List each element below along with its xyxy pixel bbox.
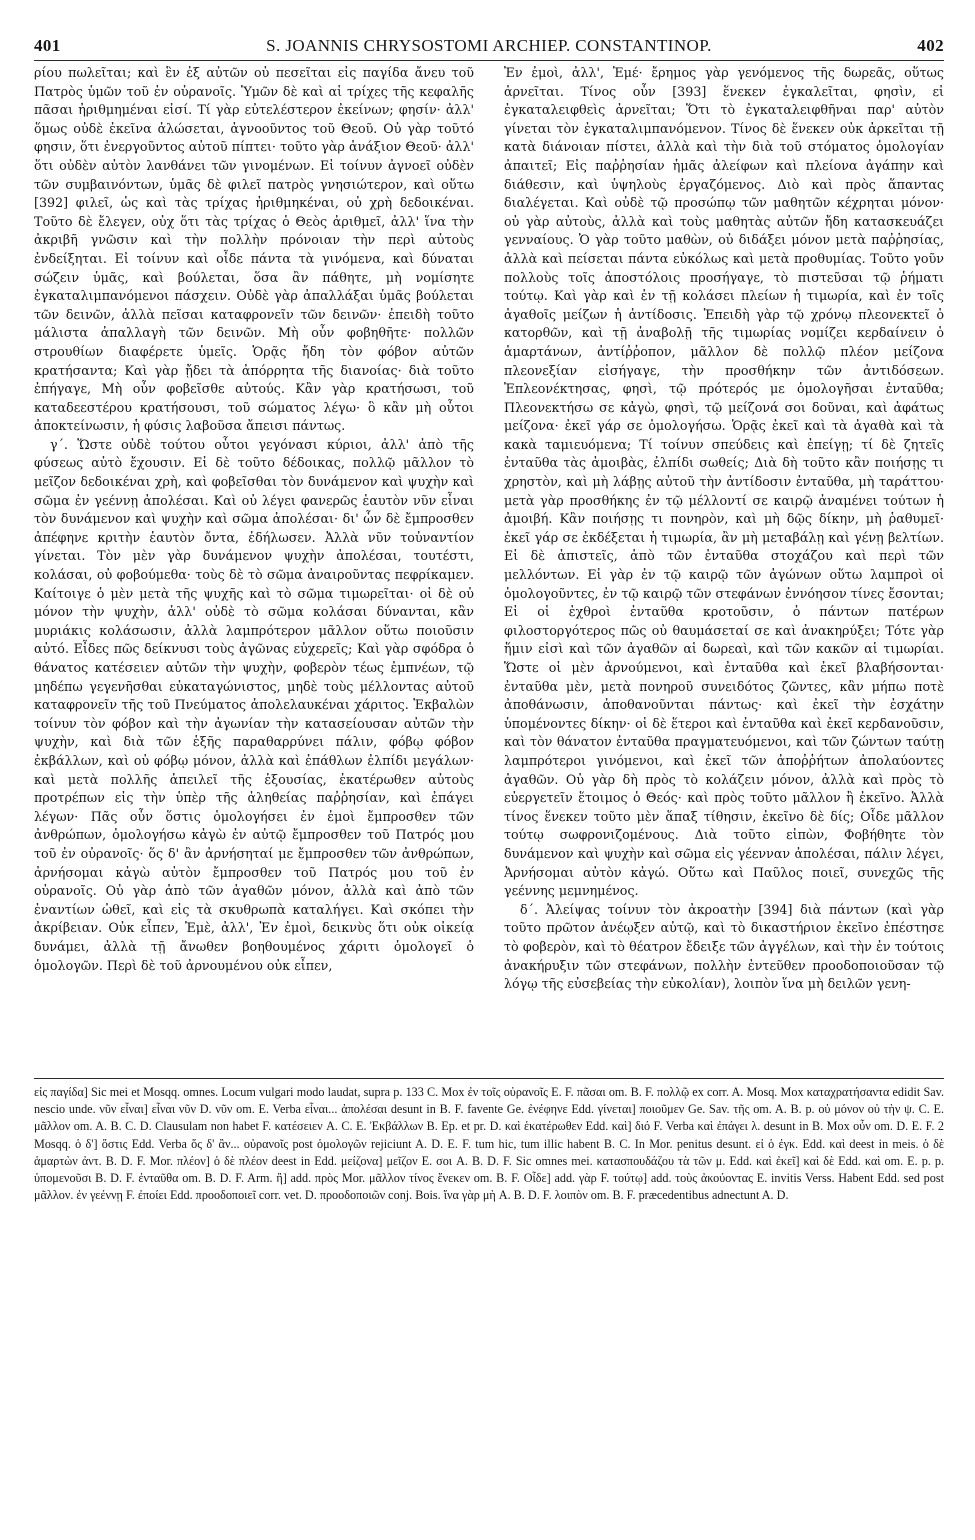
- page-number-left: 401: [34, 36, 61, 55]
- paragraph: ρίου πωλεῖται; καὶ ἓν ἐξ αὐτῶν οὐ πεσεῖται εἰς παγίδα ἄνευ τοῦ Πατρὸς ὑμῶν τοῦ ἐν οὐρανοῖς. Ὑμῶν δὲ καὶ αἱ τρίχες τῆς κεφαλῆς πᾶσαι ἠριθμημέναι εἰσί. Τί γὰρ εὐτελέστερον ἐκείνων; φησίν· ἀλλ' ὅμως οὐδὲ ἐκεῖνα ἁλώσεται, ἀγνοοῦντος τοῦ Θεοῦ. Οὐ γὰρ τοῦτό φησιν, ὅτι ἐνεργοῦντος αὐτοῦ πίπτει· τοῦτο γὰρ ἀνάξιον Θεοῦ· ἀλλ' ὅτι οὐδὲν αὐτὸν λανθάνει τῶν γινομένων. Εἰ τοίνυν ἀγνοεῖ οὐδὲν τῶν συμβαινόντων, ὑμᾶς δὲ φιλεῖ πατρὸς γνησιώτερον, καὶ οὕτω [392] φιλεῖ, ὡς καὶ τὰς τρίχας ἠριθμηκέναι, οὐ χρὴ δεδοικέναι. Τοῦτο δὲ ἔλεγεν, οὐχ ὅτι τὰς τρίχας ὁ Θεὸς ἀριθμεῖ, ἀλλ' ἵνα τὴν ἀκριβῆ γνῶσιν καὶ τὴν πολλὴν πρόνοιαν τὴν περὶ αὐτοὺς ἐνδείξηται. Εἰ τοίνυν καὶ οἶδε πάντα τὰ γινόμενα, καὶ δύναται σώζειν ὑμᾶς, καὶ βούλεται, ὅσα ἂν πάθητε, μὴ νομίσητε ἐγκαταλιμπανόμενοι πάσχειν. Οὐδὲ γὰρ ἀπαλλάξαι ὑμᾶς βούλεται τῶν δεινῶν, ἀλλὰ πεῖσαι καταφρονεῖν τῶν δεινῶν· ἐπειδὴ τοῦτο μάλιστα ἀπαλλαγὴ τῶν δεινῶν. Μὴ οὖν φοβηθῆτε· πολλῶν στρουθίων διαφέρετε ὑμεῖς. Ὁρᾷς ἤδη τὸν φόβον αὐτῶν κρατήσαντα; Καὶ γὰρ ᾔδει τὰ ἀπόρρητα τῆς διανοίας· διὰ τοῦτο ἐπήγαγε, Μὴ οὖν φοβεῖσθε αὐτούς. Κἂν γὰρ κρατήσωσι, τοῦ καταδεεστέρου κρατήσουσι, τοῦ σώματος λέγω· ὃ κἂν μὴ οὗτοι ἀποκτείνωσιν, ἡ φύσις λαβοῦσα ἄπεισι πάντως.: [34, 65, 474, 434]
- left-column: [34, 64, 474, 1072]
- book-page: [34, 0, 944, 1540]
- right-column: [504, 64, 944, 1072]
- footnotes: [34, 1084, 944, 1504]
- footnote-text: εἰς παγίδα] Sic mei et Mosqq. omnes. Locum vulgari modo laudat, supra p. 133 C. Mox ἐν τοῖς οὐρανοῖς E. F. πᾶσαι om. B. F. πολλῷ ex corr. A. Mosq. Mox καταχρατήσαντα edidit Sav. nescio unde. νῦν εἶναι] εἶναι νῦν D. νῦν om. E. Verba εἶναι... ἀπολέσαι desunt in B. F. favente Ge. ἐνέφηνε Edd. γίνεται] ποιοῦμεν Ge. Sav. τῆς om. A. B. p. οὐ μόνον οὐ τὴν ψ. C. E. μᾶλλον om. A. B. C. D. Clausulam non habet F. κατέσειεν A. C. E. Ἐκβάλλων B. Ep. et pr. D. καὶ ἑκατέρωθεν Edd. καὶ] διό F. Verba καὶ ἐπάγει λ. desunt in B. Mox οὖν om. D. E. F. 2 Mosqq. ὁ δ'] ὅστις Edd. Verba ὅς δ' ἂν... οὐρανοῖς post ὁμολογῶν rejiciunt A. D. E. F. tum hic, tum illic habent B. C. In Mor. penitus desunt. εἰ ὁ ἐγκ. Edd. καὶ deest in meis. ὁ δὲ ἁμαρτὼν ἀντ. B. D. F. Mor. πλέον] ὁ δὲ πλέον deest in Edd. μείζονα] μεῖζον E. σοι A. B. D. F. Sic omnes mei. κατασπουδάζου τὰ τῶν μ. Edd. καὶ ἐκεῖ] καὶ δὲ Edd. καὶ om. E. p. p. ὑπομενοῦσι B. D. F. ἐνταῦθα om. B. D. F. Arm. ἢ] add. πρὸς Mor. μᾶλλον τίνος ἕνεκεν om. B. F. Οἶδε] add. γὰρ F. τούτῳ] add. τοὺς ἀκούοντας E. invitis Verss. Habent Edd. sed post μᾶλλον. ἐν γεέννῃ F. ἐποίει Edd. προοδοποιεῖ corr. vet. D. προοδοποιῶν conj. Bois. ἵνα γὰρ μὴ A. B. D. F. λοιπὸν om. B. F. præcedentibus adnectunt A. D.: [34, 1085, 944, 1203]
- paragraph: δ΄. Ἀλείψας τοίνυν τὸν ἀκροατὴν [394] διὰ πάντων (καὶ γὰρ τοῦτο πρῶτον ἀνέῳξεν αὐτῷ, καὶ τὸ δικαστήριον ἐκεῖνο ἐπέστησε τὸ φοβερὸν, καὶ τὸ θέατρον ἔδειξε τῶν ἀγγέλων, καὶ τὴν ἐν τούτοις ἀνακήρυξιν τῶν στεφάνων, πολλὴν ἐντεῦθεν προοδοποιοῦσαν τῷ λόγῳ τῆς εὐσεβείας τὴν εὐκολίαν), λοιπὸν ἵνα μὴ δειλῶν γενη-: [504, 901, 944, 992]
- running-header: [34, 34, 944, 61]
- footnote-divider: [34, 1078, 944, 1079]
- running-title: S. JOANNIS CHRYSOSTOMI ARCHIEP. CONSTANTINOP.: [266, 36, 712, 55]
- page-number-right: 402: [917, 36, 944, 55]
- text-columns: [34, 64, 944, 1072]
- paragraph: Ἐν ἐμοὶ, ἀλλ', Ἐμέ· ἔρημος γὰρ γενόμενος τῆς δωρεᾶς, οὕτως ἀρνεῖται. Τίνος οὖν [393] ἕνεκεν ἐγκαλεῖται, φησὶν, εἰ ἐγκαταλειφθεὶς ἀρνεῖται; Ὅτι τὸ ἐγκαταλειφθῆναι παρ' αὐτὸν γίνεται τὸν ἐγκαταλιμπανόμενον. Τίνος δὲ ἕνεκεν οὐκ ἀρκεῖται τῇ κατὰ διάνοιαν πίστει, ἀλλὰ καὶ τὴν διὰ τοῦ στόματος ὁμολογίαν ἀπαιτεῖ; Εἰς παῤῥησίαν ἡμᾶς ἀλείφων καὶ πλείονα ἀγάπην καὶ διάθεσιν, καὶ ὑψηλοὺς ἐργαζόμενος. Διὸ καὶ πρὸς ἅπαντας διαλέγεται. Καὶ οὐδὲ τῷ προσώπῳ τῶν μαθητῶν κέχρηται μόνον· οὐ γὰρ αὐτοὺς, ἀλλὰ καὶ τοὺς μαθητὰς αὐτῶν ἤδη κατασκευάζει γενναίους. Ὁ γὰρ τοῦτο μαθὼν, οὐ διδάξει μόνον μετὰ παῤῥησίας, ἀλλὰ καὶ πείσεται πάντα εὐκόλως καὶ μετὰ προθυμίας. Τοῦτο γοῦν πολλοὺς τοῖς ἀποστόλοις προσήγαγε, τὸ πιστεῦσαι τῷ ῥήματι τούτῳ. Καὶ γὰρ καὶ ἐν τῇ κολάσει πλείων ἡ τιμωρία, καὶ ἐν τοῖς ἀγαθοῖς μείζων ἡ ἀντίδοσις. Ἐπειδὴ γὰρ τῷ χρόνῳ πλεονεκτεῖ ὁ κατορθῶν, καὶ τῇ ἀναβολῇ τῆς τιμωρίας νομίζει κερδαίνειν ὁ ἁμαρτάνων, ἀντίῤῥοπον, μᾶλλον δὲ πολλῷ πλέον μείζονα πλεονεξίαν εἰσήγαγε, τὴν προσθήκην τῶν ἀντιδόσεων. Ἐπλεονέκτησας, φησὶ, τῷ πρότερός με ὁμολογῆσαι ἐνταῦθα; Πλεονεκτήσω σε κἀγὼ, φησὶ, τῷ μείζονά σοι δοῦναι, καὶ ἀφάτως μείζονα· ἐκεῖ γάρ σε ὁμολογήσω. Ὁρᾷς ἐκεῖ καὶ τὰ ἀγαθὰ καὶ τὰ κακὰ ταμιευόμενα; Τί τοίνυν σπεύδεις καὶ ἐπείγῃ; τί δὲ ζητεῖς ἐνταῦθα τὰς ἀμοιβὰς, ἐλπίδι σωθείς; Διὰ δὴ τοῦτο κἂν ποιήσῃς τι χρηστὸν, καὶ μὴ λάβῃς αὐτοῦ τὴν ἀντίδοσιν ἐνταῦθα, μὴ ταράττου· μετὰ γὰρ προσθήκης ἐν τῷ μέλλοντί σε καιρῷ ἀναμένει τούτων ἡ ἀμοιβή. Κἂν ποιήσῃς τι πονηρὸν, καὶ μὴ δῷς δίκην, μὴ ῥαθυμεῖ· ἐκεῖ γάρ σε ἐκδέξεται ἡ τιμωρία, ἂν μὴ μεταβάλῃ καὶ γένῃ βελτίων. Εἰ δὲ ἀπιστεῖς, ἀπὸ τῶν ἐνταῦθα στοχάζου καὶ περὶ τῶν μελλόντων. Εἰ γὰρ ἐν τῷ καιρῷ τῶν ἀγώνων οὕτω λαμπροὶ οἱ ὁμολογοῦντες, ἐν τῷ καιρῷ τῶν στεφάνων ἐννόησον τίνες ἔσονται; Εἰ οἱ ἐχθροὶ ἐνταῦθα κροτοῦσιν, ὁ πάντων πατέρων φιλοστοργότερος πῶς οὐ θαυμάσεταί σε καὶ ἀνακηρύξει; Τότε γὰρ ἥμιν εἰσὶ καὶ τῶν ἀγαθῶν αἱ δωρεαὶ, καὶ τῶν κακῶν αἱ τιμωρίαι. Ὥστε οἱ μὲν ἀρνούμενοι, καὶ ἐνταῦθα καὶ ἐκεῖ βλαβήσονται· ἐνταῦθα μὲν, μετὰ πονηροῦ συνειδότος ζῶντες, κἂν μήπω ποτὲ ἀποθάνωσιν, ἀποθανοῦνται πάντως· καὶ ἐκεῖ τὴν ἐσχάτην ὑπομένοντες δίκην· οἱ δὲ ἕτεροι καὶ ἐνταῦθα καὶ ἐκεῖ κερδανοῦσιν, καὶ τὸν θάνατον ἐνταῦθα πραγματευόμενοι, καὶ τῶν ζώντων ταύτῃ λαμπρότεροι γινόμενοι, καὶ ἐκεῖ τῶν ἀποῤῥήτων ἀπολαύοντες ἀγαθῶν. Οὐ γὰρ δὴ πρὸς τὸ κολάζειν μόνον, ἀλλὰ καὶ πρὸς τὸ εὐεργετεῖν ἕτοιμος ὁ Θεός· καὶ πρὸς τοῦτο μᾶλλον ἢ ἐκεῖνο. Ἀλλὰ τίνος ἕνεκεν τοῦτο μὲν ἅπαξ τίθησιν, ἐκεῖνο δὲ δίς; Οἶδε μᾶλλον τούτῳ σωφρονιζομένους. Διὰ τοῦτο εἰπὼν, Φοβήθητε τὸν δυνάμενον καὶ ψυχὴν καὶ σῶμα εἰς γέενναν ἀπολέσαι, πάλιν λέγει, Ἀρνήσομαι αὐτὸν κἀγώ. Οὕτω καὶ Παῦλος ποιεῖ, συνεχῶς τῆς γεέννης μεμνημένος.: [504, 65, 944, 899]
- paragraph: γ΄. Ὥστε οὐδὲ τούτου οὗτοι γεγόνασι κύριοι, ἀλλ' ἀπὸ τῆς φύσεως αὐτὸ ἔχουσιν. Εἰ δὲ τοῦτο δέδοικας, πολλῷ μᾶλλον τὸ μεῖζον δεδοικέναι χρὴ, καὶ φοβεῖσθαι τὸν δυνάμενον καὶ ψυχὴν καὶ σῶμα ἐν γεέννῃ ἀπολέσαι. Καὶ οὐ λέγει φανερῶς ἑαυτὸν νῦν εἶναι τὸν δυνάμενον καὶ ψυχὴν καὶ σῶμα ἀπολέσαι· δι' ὧν δὲ ἔμπροσθεν ἀπέφηνε κριτὴν ἑαυτὸν ὄντα, ἐδήλωσεν. Ἀλλὰ νῦν τοὐναντίον γίνεται. Τὸν μὲν γὰρ δυνάμενον ψυχὴν ἀπολέσαι, τουτέστι, κολάσαι, οὐ φοβούμεθα· τοὺς δὲ τὸ σῶμα ἀναιροῦντας πεφρίκαμεν. Καίτοιγε ὁ μὲν μετὰ τῆς ψυχῆς καὶ τὸ σῶμα τιμωρεῖται· οἱ δὲ οὐ μόνον τὴν ψυχὴν, ἀλλ' οὐδὲ τὸ σῶμα κολάσαι δύνανται, κἂν μυριάκις κολάσωσιν, ἀλλὰ λαμπρότερον μᾶλλον οὕτω ποιοῦσιν αὐτό. Εἶδες πῶς δείκνυσι τοὺς ἀγῶνας εὐχερεῖς; Καὶ γὰρ σφόδρα ὁ θάνατος κατέσειεν αὐτῶν τὴν ψυχὴν, φοβερὸν τέως ἐμπνέων, τῷ μηδέπω γεγενῆσθαι εὐκαταγώνιστος, μηδὲ τοὺς μέλλοντας αὐτοῦ καταφρονεῖν τῆς τοῦ Πνεύματος ἀπολελαυκέναι χάριτος. Ἐκβαλὼν τοίνυν τὸν φόβον καὶ τὴν ἀγωνίαν τὴν κατασείουσαν αὐτῶν τὴν ψυχὴν, καὶ διὰ τῶν ἑξῆς παραθαρρύνει πάλιν, φόβῳ φόβον ἐκβάλλων, καὶ οὐ φόβῳ μόνον, ἀλλὰ καὶ ἐπάθλων ἐλπίδι μεγάλων· καὶ μετὰ πολλῆς ἀπειλεῖ τῆς ἐξουσίας, ἑκατέρωθεν αὐτοὺς προτρέπων εἰς τὴν ὑπὲρ τῆς ἀληθείας παῤῥησίαν, καὶ ἐπάγει λέγων· Πᾶς οὖν ὅστις ὁμολογήσει ἐν ἐμοὶ ἔμπροσθεν τῶν ἀνθρώπων, ὁμολογήσω κἀγὼ ἐν αὐτῷ ἔμπροσθεν τοῦ Πατρός μου τοῦ ἐν οὐρανοῖς· ὅς δ' ἂν ἀρνήσηταί με ἔμπροσθεν τῶν ἀνθρώπων, ἀρνήσομαι κἀγὼ αὐτὸν ἔμπροσθεν τοῦ Πατρός μου τοῦ ἐν οὐρανοῖς. Οὐ γὰρ ἀπὸ τῶν ἀγαθῶν μόνον, ἀλλὰ καὶ ἀπὸ τῶν ἐναντίων ὠθεῖ, καὶ εἰς τὰ σκυθρωπὰ καταλήγει. Καὶ σκόπει τὴν ἀκρίβειαν. Οὐκ εἶπεν, Ἐμὲ, ἀλλ', Ἐν ἐμοὶ, δεικνὺς ὅτι οὐκ οἰκείᾳ δυνάμει, ἀλλὰ τῇ ἄνωθεν βοηθουμένος χάριτι ὁμολογεῖ ὁ ὁμολογῶν. Περὶ δὲ τοῦ ἀρνουμένου οὐκ εἶπεν,: [34, 436, 474, 973]
